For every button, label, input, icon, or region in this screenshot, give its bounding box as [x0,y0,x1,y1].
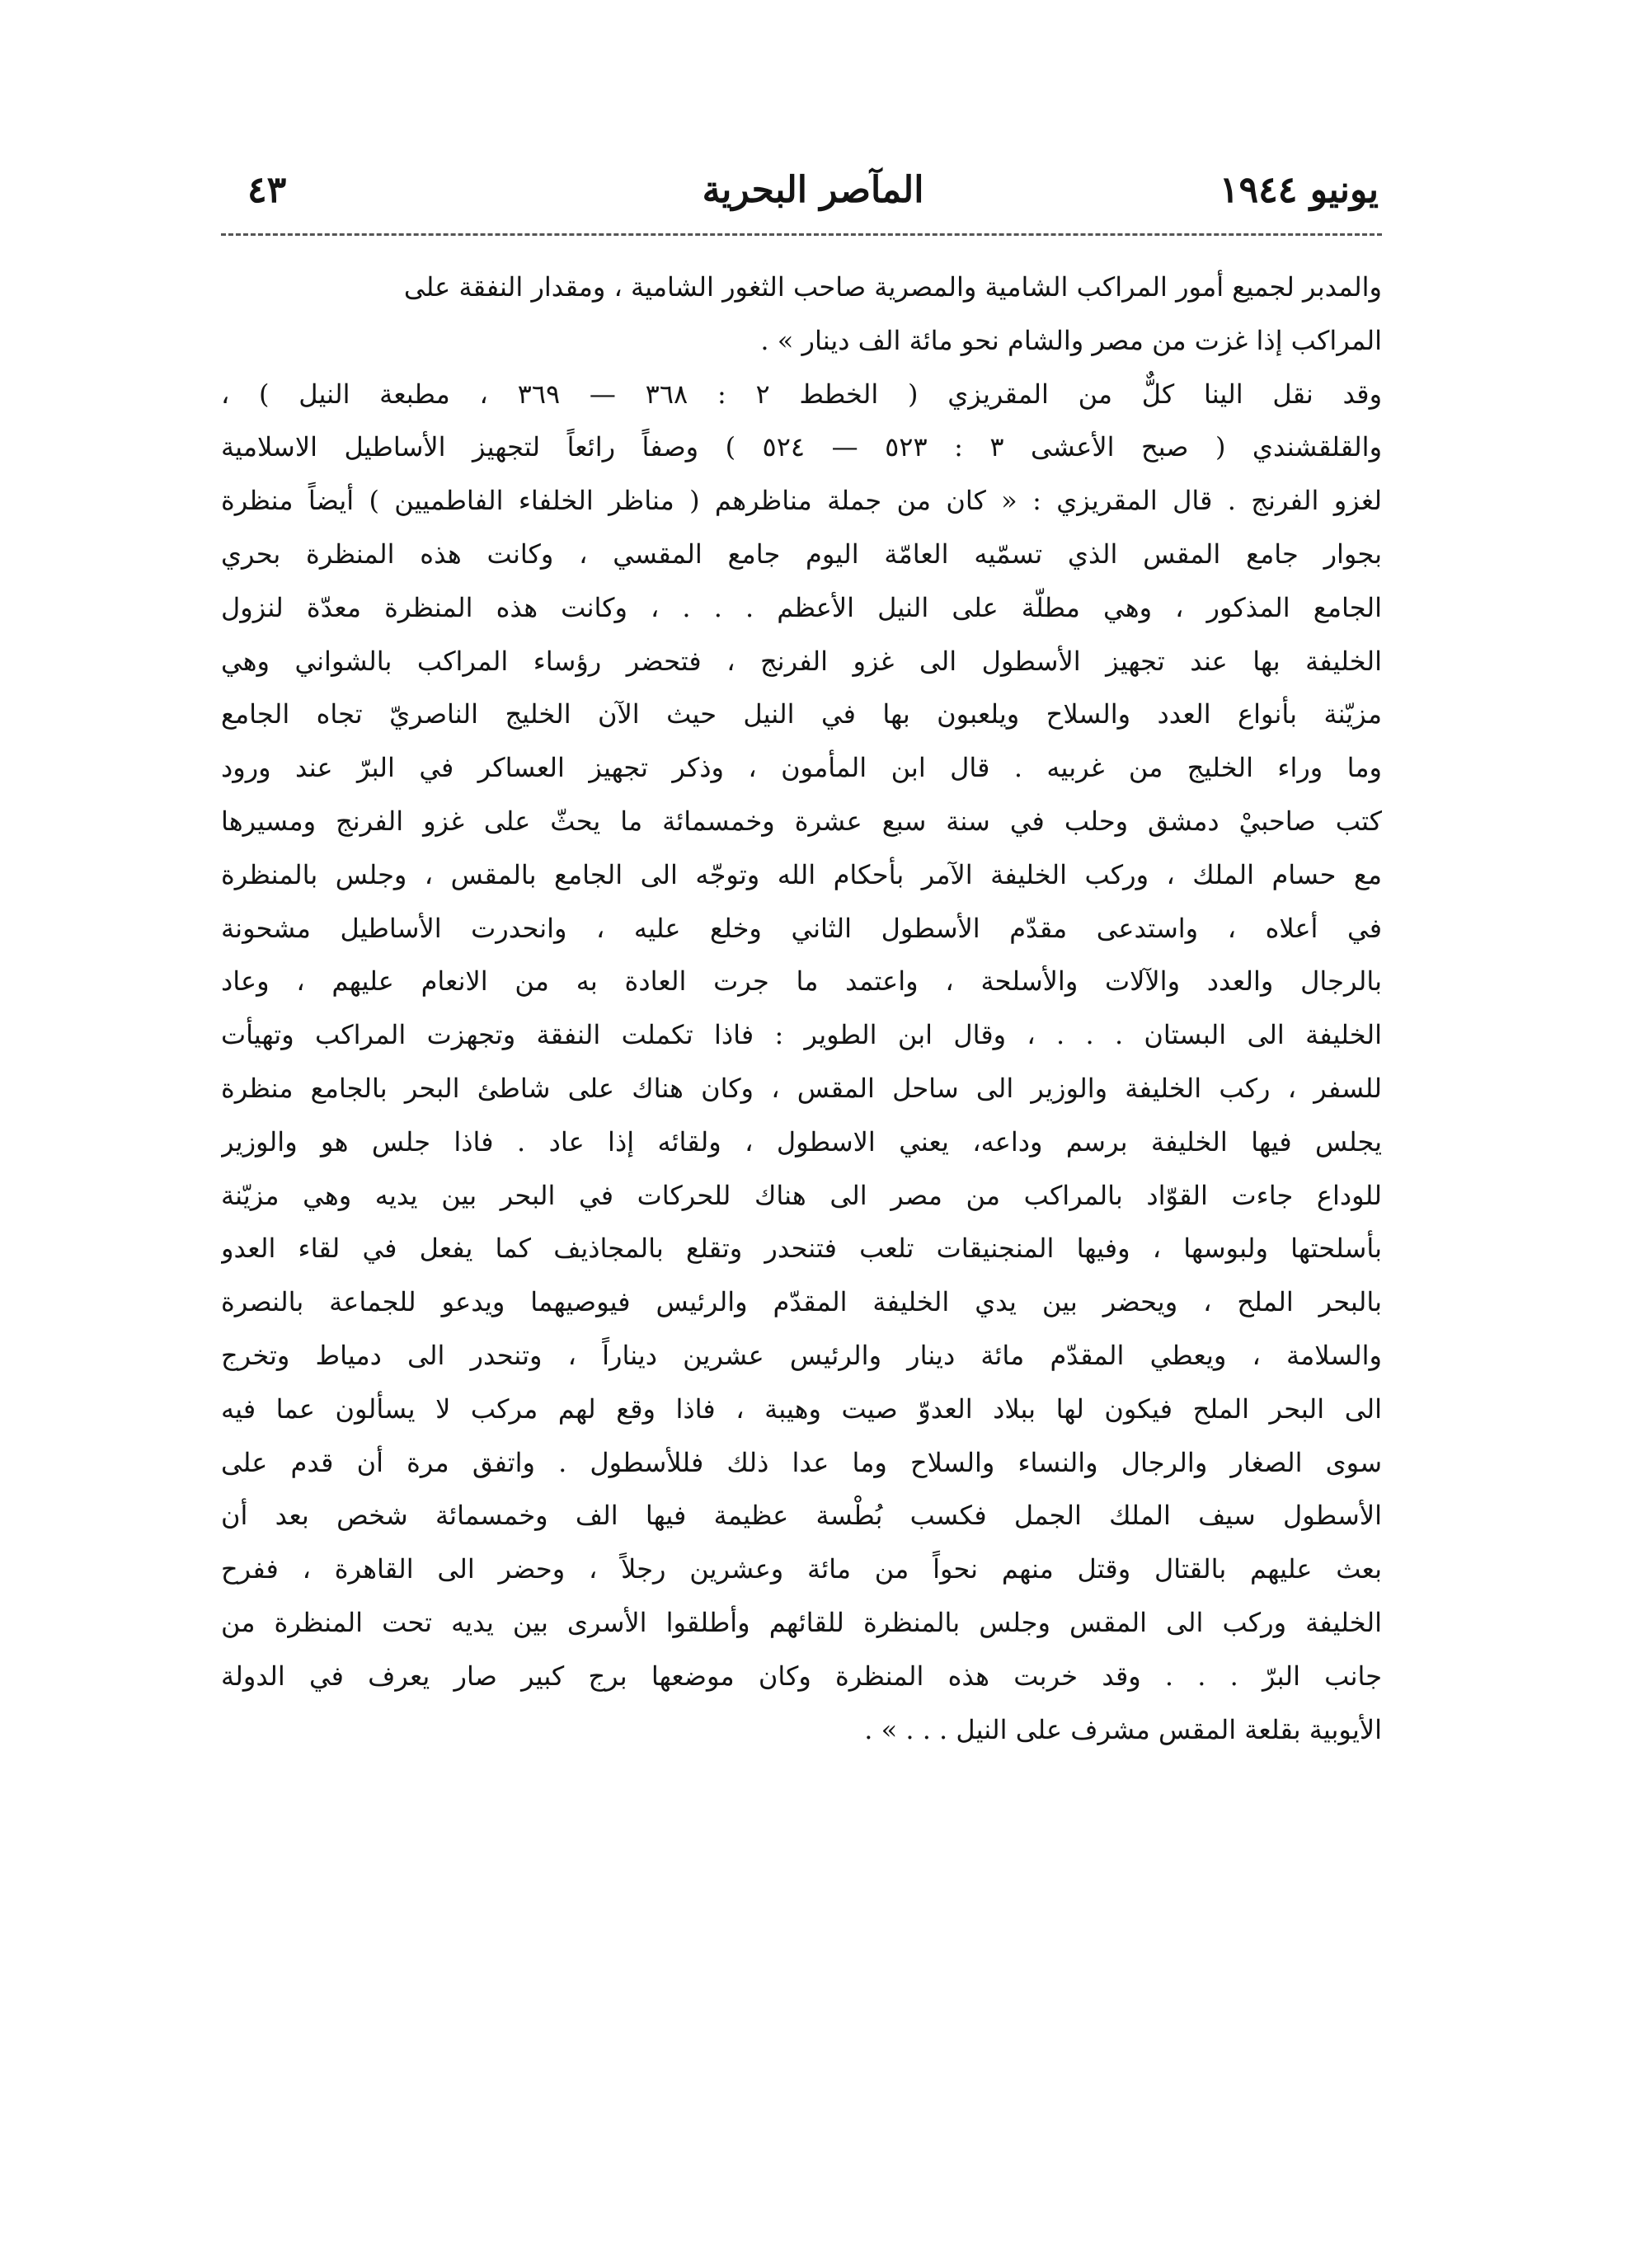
text-line: الخليفة وركب الى المقس وجلس بالمنظرة للقائهم وأطلقوا الأسرى بين يديه تحت المنظرة من [221,1606,1382,1638]
text-line: كتب صاحبيْ دمشق وحلب في سنة سبع عشرة وخمسمائة ما يحثّ على غزو الفرنج ومسيرها [221,805,1382,837]
text-line: الجامع المذكور ، وهي مطلّة على النيل الأعظم . . . ، وكانت هذه المنظرة معدّة لنزول [221,591,1382,623]
text-line: لغزو الفرنج . قال المقريزي : « كان من جملة مناظرهم ( مناظر الخلفاء الفاطميين ) أيضاً منظرة [221,485,1382,517]
page-header [247,162,1379,219]
text-line: للسفر ، ركب الخليفة والوزير الى ساحل المقس ، وكان هناك على شاطئ البحر بالجامع منظرة [221,1072,1382,1104]
text-line: والمدبر لجميع أمور المراكب الشامية والمصرية صاحب الثغور الشامية ، ومقدار النفقة على [403,271,1382,303]
text-line: جانب البرّ . . . وقد خربت هذه المنظرة وكان موضعها برج كبير صار يعرف في الدولة [221,1660,1382,1692]
text-line: الأسطول سيف الملك الجمل فكسب بُطْسة عظيمة فيها الف وخمسمائة شخص بعد أن [221,1500,1382,1532]
text-line: للوداع جاءت القوّاد بالمراكب من مصر الى هناك للحركات في البحر بين يديه وهي مزيّنة [221,1179,1382,1211]
header-divider [221,233,1382,236]
text-line: وما وراء الخليج من غربيه . قال ابن المأمون ، وذكر تجهيز العساكر في البرّ عند ورود [221,752,1382,784]
text-line: والقلقشندي ( صبح الأعشى ٣ : ٥٢٣ — ٥٢٤ ) وصفاً رائعاً لتجهيز الأساطيل الاسلامية [221,431,1382,463]
text-line: الخليفة بها عند تجهيز الأسطول الى غزو الفرنج ، فتحضر رؤساء المراكب بالشواني وهي [221,645,1382,677]
text-line: سوى الصغار والرجال والنساء والسلاح وما عدا ذلك فللأسطول . واتفق مرة أن قدم على [221,1446,1382,1478]
text-line: بالرجال والعدد والآلات والأسلحة ، واعتمد ما جرت العادة به من الانعام عليهم ، وعاد [221,965,1382,998]
text-line: المراكب إذا غزت من مصر والشام نحو مائة الف دينار » . [760,324,1382,356]
text-line: بجوار جامع المقس الذي تسمّيه العامّة اليوم جامع المقسي ، وكانت هذه المنظرة بحري [221,538,1382,570]
text-line: بالبحر الملح ، ويحضر بين يدي الخليفة المقدّم والرئيس فيوصيهما ويدعو للجماعة بالنصرة [221,1286,1382,1318]
text-line: يجلس فيها الخليفة برسم وداعه، يعني الاسطول ، ولقائه إذا عاد . فاذا جلس هو والوزير [221,1125,1382,1157]
page-number: ٤٣ [247,169,287,211]
text-line: مع حسام الملك ، وركب الخليفة الآمر بأحكام الله وتوجّه الى الجامع بالمقس ، وجلس بالمنظرة [221,858,1382,890]
text-line: مزيّنة بأنواع العدد والسلاح ويلعبون بها في النيل حيث الآن الخليج الناصريّ تجاه الجامع [221,698,1382,730]
text-line: بعث عليهم بالقتال وقتل منهم نحواً من مائة وعشرين رجلاً ، وحضر الى القاهرة ، ففرح [221,1553,1382,1585]
header-title: المآصر البحرية [702,169,924,211]
text-line: الى البحر الملح فيكون لها ببلاد العدوّ صيت وهيبة ، فاذا وقع لهم مركب لا يسألون عما فيه [221,1392,1382,1425]
article-body [221,261,1382,1756]
text-line: والسلامة ، ويعطي المقدّم مائة دينار والرئيس عشرين ديناراً ، وتنحدر الى دمياط وتخرج [221,1339,1382,1371]
text-line: وقد نقل الينا كلٌّ من المقريزي ( الخطط ٢ : ٣٦٨ — ٣٦٩ ، مطبعة النيل ) ، [221,378,1382,410]
header-date: يونيو ١٩٤٤ [1219,169,1379,211]
text-line: الخليفة الى البستان . . . ، وقال ابن الطوير : فاذا تكملت النفقة وتجهزت المراكب وتهيأت [221,1019,1382,1051]
text-line: في أعلاه ، واستدعى مقدّم الأسطول الثاني وخلع عليه ، وانحدرت الأساطيل مشحونة [221,912,1382,944]
text-line: بأسلحتها ولبوسها ، وفيها المنجنيقات تلعب فتنحدر وتقلع بالمجاذيف كما يفعل في لقاء العدو [221,1233,1382,1265]
text-line: الأيوبية بقلعة المقس مشرف على النيل . . . » . [864,1713,1382,1745]
